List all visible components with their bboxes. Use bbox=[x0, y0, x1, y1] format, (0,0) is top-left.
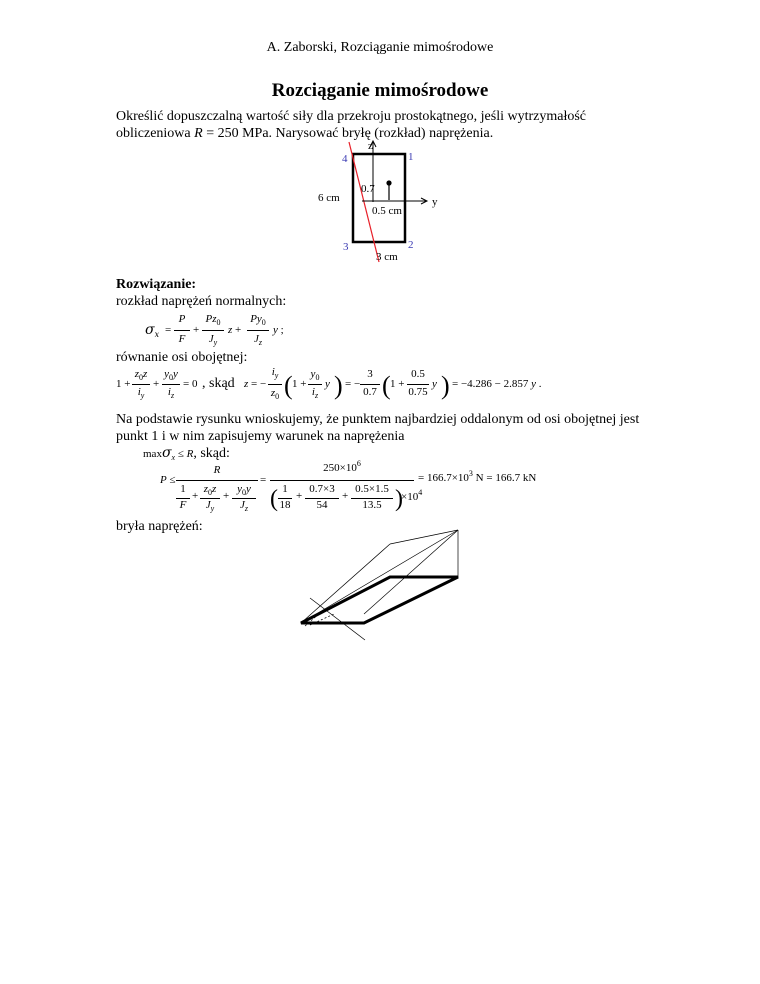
p-result-exp: 3 bbox=[468, 469, 473, 478]
conclusion-line-2: punkt 1 i w nim zapisujemy warunek na naprężenia bbox=[116, 429, 405, 444]
offset-y-label: 0.5 cm bbox=[372, 205, 402, 217]
skad-2: , skąd: bbox=[193, 446, 230, 461]
dim-width-label: 3 cm bbox=[376, 251, 398, 263]
p-formula: P ≤ R 1 F + $z_0z$ $J_y$ + $y_0y$ $J_z$ = $250\times 10^6$ ( 1 18 + 0.7×3 54 + 0.5×1.5 13.5 ) $\times 10^4$ = $166.7\times 10^3$ N = 166.7 kN bbox=[160, 459, 537, 513]
corner-label-3: 3 bbox=[343, 241, 349, 253]
neutral-axis-equation: 1 + $z_0z$ $i_y$ + $y_0y$ $i_z$ = 0 , skąd z = − $i_y$ $z_0$ ( 1 + $y_0$ $i_z$ y ) = − 3 0.7 ( 1 + 0.5 0.75 y ) = −4.286 − 2.857 y . bbox=[116, 366, 542, 401]
corner-label-4: 4 bbox=[342, 153, 348, 165]
problem-line-1: Określić dopuszczalną wartość siły dla przekroju prostokątnego, jeśli wytrzymałość bbox=[116, 109, 587, 124]
den-18: 18 bbox=[279, 499, 291, 511]
solid-edge-top bbox=[390, 530, 458, 544]
cross-section-rect bbox=[353, 154, 405, 242]
den-b-num: 0.5×1.5 bbox=[355, 483, 389, 495]
bryla-label: bryła naprężeń: bbox=[116, 519, 203, 534]
page-header: A. Zaborski, Rozciąganie mimośrodowe bbox=[266, 40, 494, 55]
axis-z-label: z bbox=[368, 140, 373, 152]
p-numerator: 250×10 bbox=[323, 462, 357, 474]
cond-max: max bbox=[143, 448, 162, 460]
stress-formula: $\sigma_x$ = P F + $Pz_0$ $J_y$ z + $Py_0$ $J_z$ y ; bbox=[145, 313, 284, 347]
cross-section-figure bbox=[300, 136, 460, 266]
skad-1: , skąd bbox=[202, 376, 235, 391]
den-mult-exp: 4 bbox=[418, 488, 423, 497]
problem-line-2-post: = 250 MPa. Narysować bryłę (rozkład) naprężenia. bbox=[202, 126, 494, 141]
den-1: 1 bbox=[282, 483, 288, 495]
p-result-tail: N = 166.7 kN bbox=[472, 472, 537, 484]
p-numerator-exp: 6 bbox=[356, 459, 361, 468]
p-result: = 166.7×10 bbox=[418, 472, 469, 484]
cond-R: R bbox=[186, 448, 194, 460]
load-point-icon bbox=[386, 180, 391, 185]
solution-heading: Rozwiązanie: bbox=[116, 277, 197, 292]
conclusion-line-1: Na podstawie rysunku wnioskujemy, że punktem najbardziej oddalonym od osi obojętnej jest bbox=[116, 412, 640, 427]
stress-condition: maxσ$_x$ ≤ R, skąd: bbox=[143, 445, 230, 462]
corner-label-1: 1 bbox=[408, 151, 414, 163]
neutral-label: równanie osi obojętnej: bbox=[116, 350, 248, 365]
den-a-den: 54 bbox=[316, 499, 328, 511]
stress-solid-diagram bbox=[290, 528, 480, 648]
corner-label-2: 2 bbox=[408, 239, 414, 251]
page-title: Rozciąganie mimośrodowe bbox=[271, 80, 489, 101]
result-1: = −4.286 − 2.857 bbox=[452, 378, 529, 390]
offset-z-label: 0.7 bbox=[361, 183, 375, 195]
problem-R-symbol: R bbox=[194, 126, 203, 141]
stress-label: rozkład naprężeń normalnych: bbox=[116, 294, 287, 309]
den-a-num: 0.7×3 bbox=[309, 483, 335, 495]
den-b-den: 13.5 bbox=[362, 499, 382, 511]
cond-le: ≤ bbox=[177, 448, 184, 460]
problem-line-2-pre: obliczeniowa bbox=[116, 126, 195, 141]
dim-height-label: 6 cm bbox=[318, 192, 340, 204]
den-mult: ×10 bbox=[401, 491, 419, 503]
result-1-var: y bbox=[531, 378, 537, 390]
axis-y-label: y bbox=[432, 196, 438, 208]
